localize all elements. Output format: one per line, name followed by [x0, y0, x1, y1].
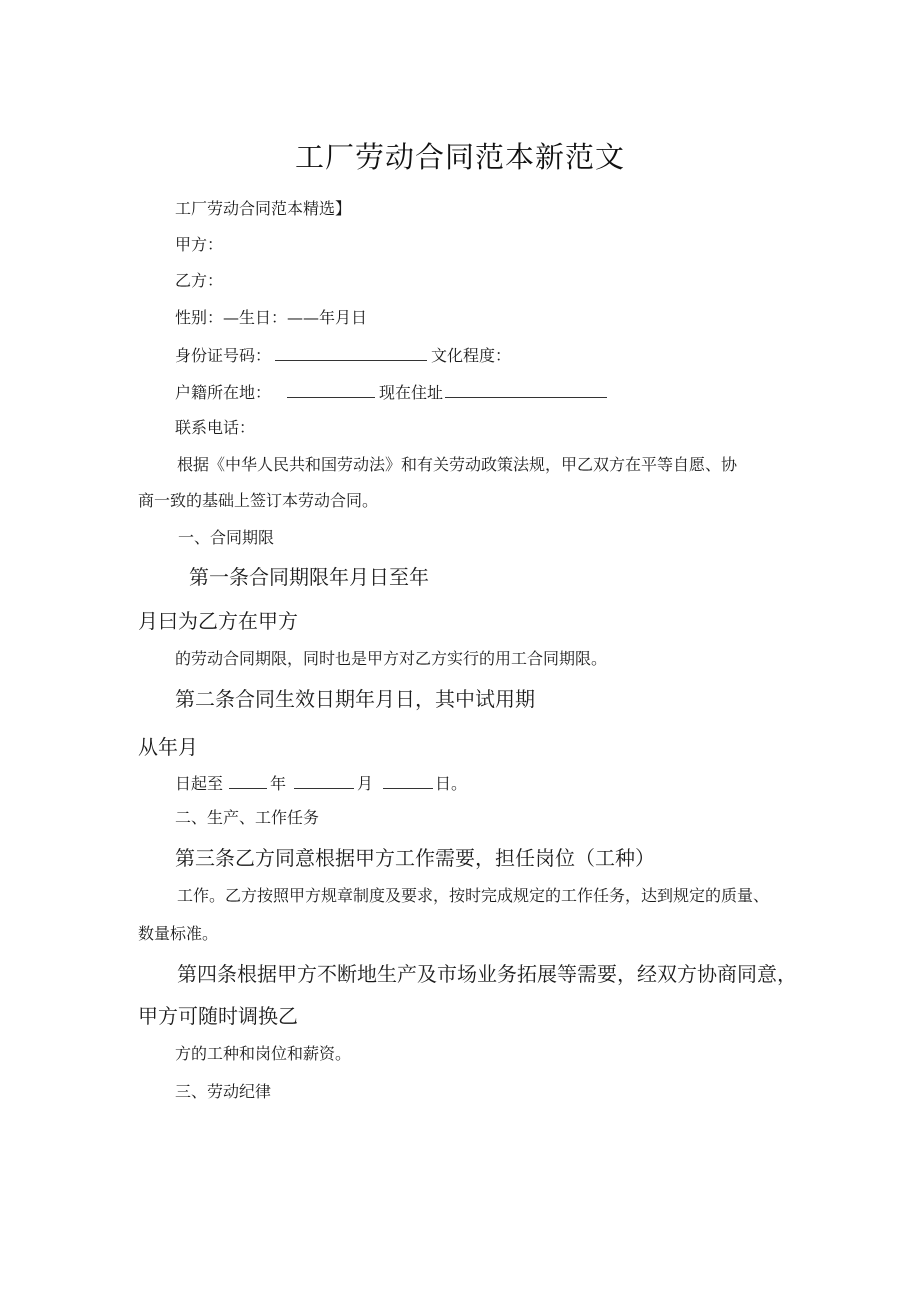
- article-3-line-1: 第三条乙方同意根据甲方工作需要，担任岗位（工种）: [175, 846, 655, 870]
- current-address-blank: [445, 383, 607, 398]
- current-address-label: 现在住址: [379, 383, 444, 402]
- article-4-line-2: 甲方可随时调换乙: [138, 1004, 298, 1028]
- preamble-line-2: 商一致的基础上签订本劳动合同。: [138, 491, 379, 510]
- article-4-line-1: 第四条根据甲方不断地生产及市场业务拓展等需要，经双方协商同意，: [177, 962, 797, 986]
- year-blank: [229, 774, 267, 789]
- article-2-line-2: 从年月: [138, 735, 198, 759]
- phone-label: 联系电话：: [175, 418, 256, 437]
- party-a-label: 甲方：: [175, 235, 224, 254]
- household-blank: [287, 383, 375, 398]
- month-char: 月: [357, 774, 374, 793]
- party-b-label: 乙方：: [175, 271, 224, 290]
- id-number-label: 身份证号码：: [175, 346, 272, 365]
- article-4-line-3: 方的工种和岗位和薪资。: [175, 1044, 352, 1063]
- article-1-line-1: 第一条合同期限年月日至年: [189, 565, 429, 589]
- id-education-line: [175, 346, 511, 364]
- probation-start-label: 日起至: [175, 774, 224, 793]
- id-number-blank: [275, 346, 427, 361]
- section-heading-2: 二、生产、工作任务: [175, 808, 320, 827]
- article-2-line-1: 第二条合同生效日期年月日，其中试用期: [175, 687, 535, 711]
- day-blank: [383, 774, 433, 789]
- education-label: 文化程度：: [431, 346, 512, 365]
- household-label: 户籍所在地：: [175, 383, 272, 402]
- year-char: 年: [270, 774, 287, 793]
- section-heading-3: 三、劳动纪律: [175, 1082, 272, 1101]
- section-heading-1: 一、合同期限: [178, 528, 275, 547]
- preamble-line-1: 根据《中华人民共和国劳动法》和有关劳动政策法规，甲乙双方在平等自愿、协: [177, 455, 738, 474]
- address-line: [175, 383, 607, 401]
- document-title: 工厂劳动合同范本新范文: [294, 140, 625, 174]
- article-2-line-3: [175, 774, 467, 792]
- day-char: 日。: [435, 774, 468, 793]
- month-blank: [294, 774, 354, 789]
- article-3-line-2: 工作。乙方按照甲方规章制度及要求，按时完成规定的工作任务，达到规定的质量、: [177, 886, 770, 905]
- article-1-line-2: 月曰为乙方在甲方: [138, 609, 298, 633]
- intro-line: 工厂劳动合同范本精选】: [175, 199, 352, 218]
- gender-birth-line: 性别：—生日：——年月日: [175, 308, 368, 327]
- article-1-line-3: 的劳动合同期限，同时也是甲方对乙方实行的用工合同期限。: [175, 649, 608, 668]
- article-3-line-3: 数量标准。: [138, 924, 219, 943]
